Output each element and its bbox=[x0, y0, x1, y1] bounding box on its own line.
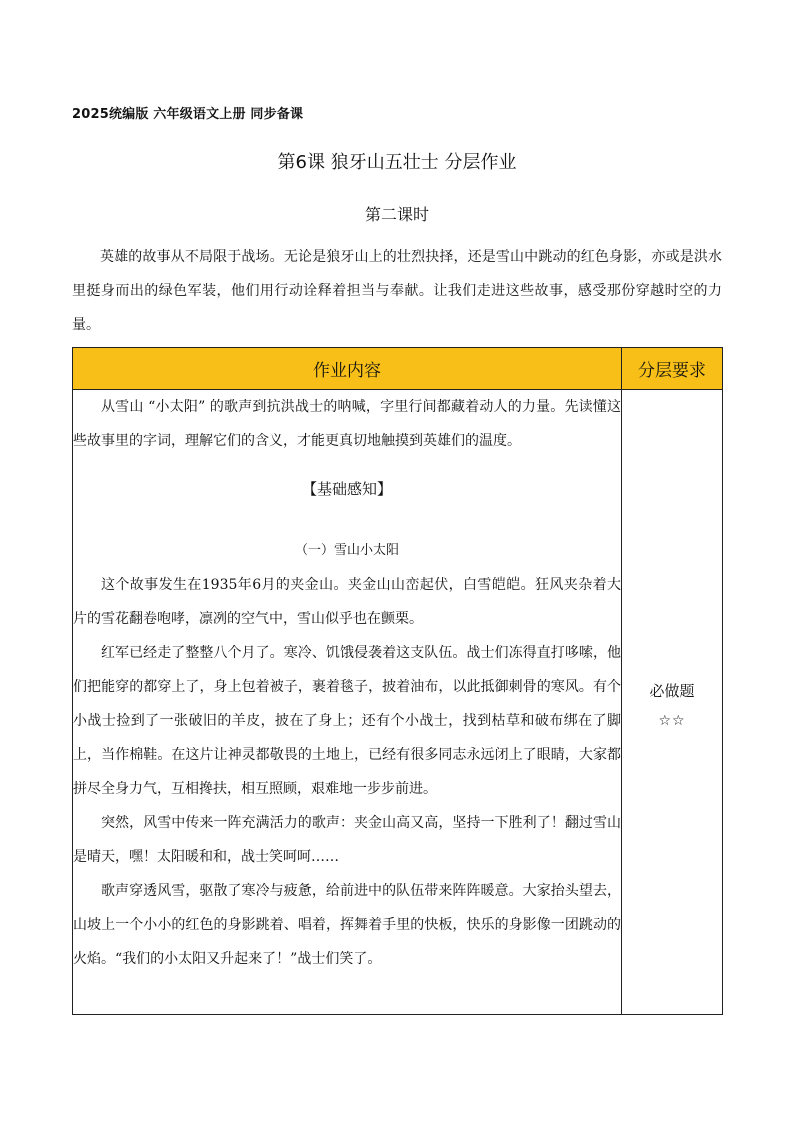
story-paragraph: 这个故事发生在1935年6月的夹金山。夹金山山峦起伏，白雪皑皑。狂风夹杂着大片的雪花翻卷咆哮，凛冽的空气中，雪山似乎也在颤栗。 bbox=[73, 577, 621, 627]
level-cell bbox=[622, 390, 723, 1015]
content-cell bbox=[73, 390, 622, 1015]
lesson-title: 第6课 狼牙山五壮士 分层作业 bbox=[277, 152, 517, 173]
intro-paragraph: 英雄的故事从不局限于战场。无论是狼牙山上的壮烈抉择，还是雪山中跳动的红色身影，亦或是洪水里挺身而出的绿色军装，他们用行动诠释着担当与奉献。让我们走进这些故事，感受那份穿越时空的力量。 bbox=[72, 249, 722, 333]
homework-table bbox=[72, 347, 723, 1015]
section-title: 【基础感知】 bbox=[301, 480, 392, 498]
table-row bbox=[73, 390, 723, 1015]
story-paragraph: 歌声穿透风雪，驱散了寒冷与疲惫，给前进中的队伍带来阵阵暖意。大家抬头望去，山坡上一个小小的红色的身影跳着、唱着，挥舞着手里的快板，快乐的身影像一团跳动的火焰。“我们的小太阳又升起来了！”战士们笑了。 bbox=[73, 883, 621, 967]
lesson-subtitle: 第二课时 bbox=[364, 205, 429, 224]
level-label: 必做题 bbox=[649, 682, 695, 700]
edition-header: 2025统编版 六年级语文上册 同步备课 bbox=[72, 107, 304, 122]
difficulty-stars-icon: ☆☆ bbox=[658, 713, 686, 729]
header-content: 作业内容 bbox=[73, 348, 622, 390]
story-paragraph: 红军已经走了整整八个月了。寒冷、饥饿侵袭着这支队伍。战士们冻得直打哆嗦，他们把能穿的都穿上了，身上包着被子，裹着毯子，披着油布，以此抵御刺骨的寒风。有个小战士捡到了一张破旧的羊皮，披在了身上；还有个小战士，找到枯草和破布绑在了脚上，当作棉鞋。在这片让神灵都敬畏的土地上，已经有很多同志永远闭上了眼睛，大家都拼尽全身力气，互相搀扶，相互照顾，艰难地一步步前进。 bbox=[73, 645, 621, 797]
story-paragraph: 突然，风雪中传来一阵充满活力的歌声：夹金山高又高，坚持一下胜利了！翻过雪山是晴天，嘿！太阳暖和和，战士笑呵呵…… bbox=[73, 815, 621, 865]
header-level: 分层要求 bbox=[622, 348, 723, 390]
story-title: （一）雪山小太阳 bbox=[294, 543, 399, 558]
lead-paragraph: 从雪山 “小太阳” 的歌声到抗洪战士的呐喊，字里行间都藏着动人的力量。先读懂这些故事里的字词，理解它们的含义，才能更真切地触摸到英雄们的温度。 bbox=[73, 399, 621, 449]
table-header-row bbox=[73, 348, 723, 390]
